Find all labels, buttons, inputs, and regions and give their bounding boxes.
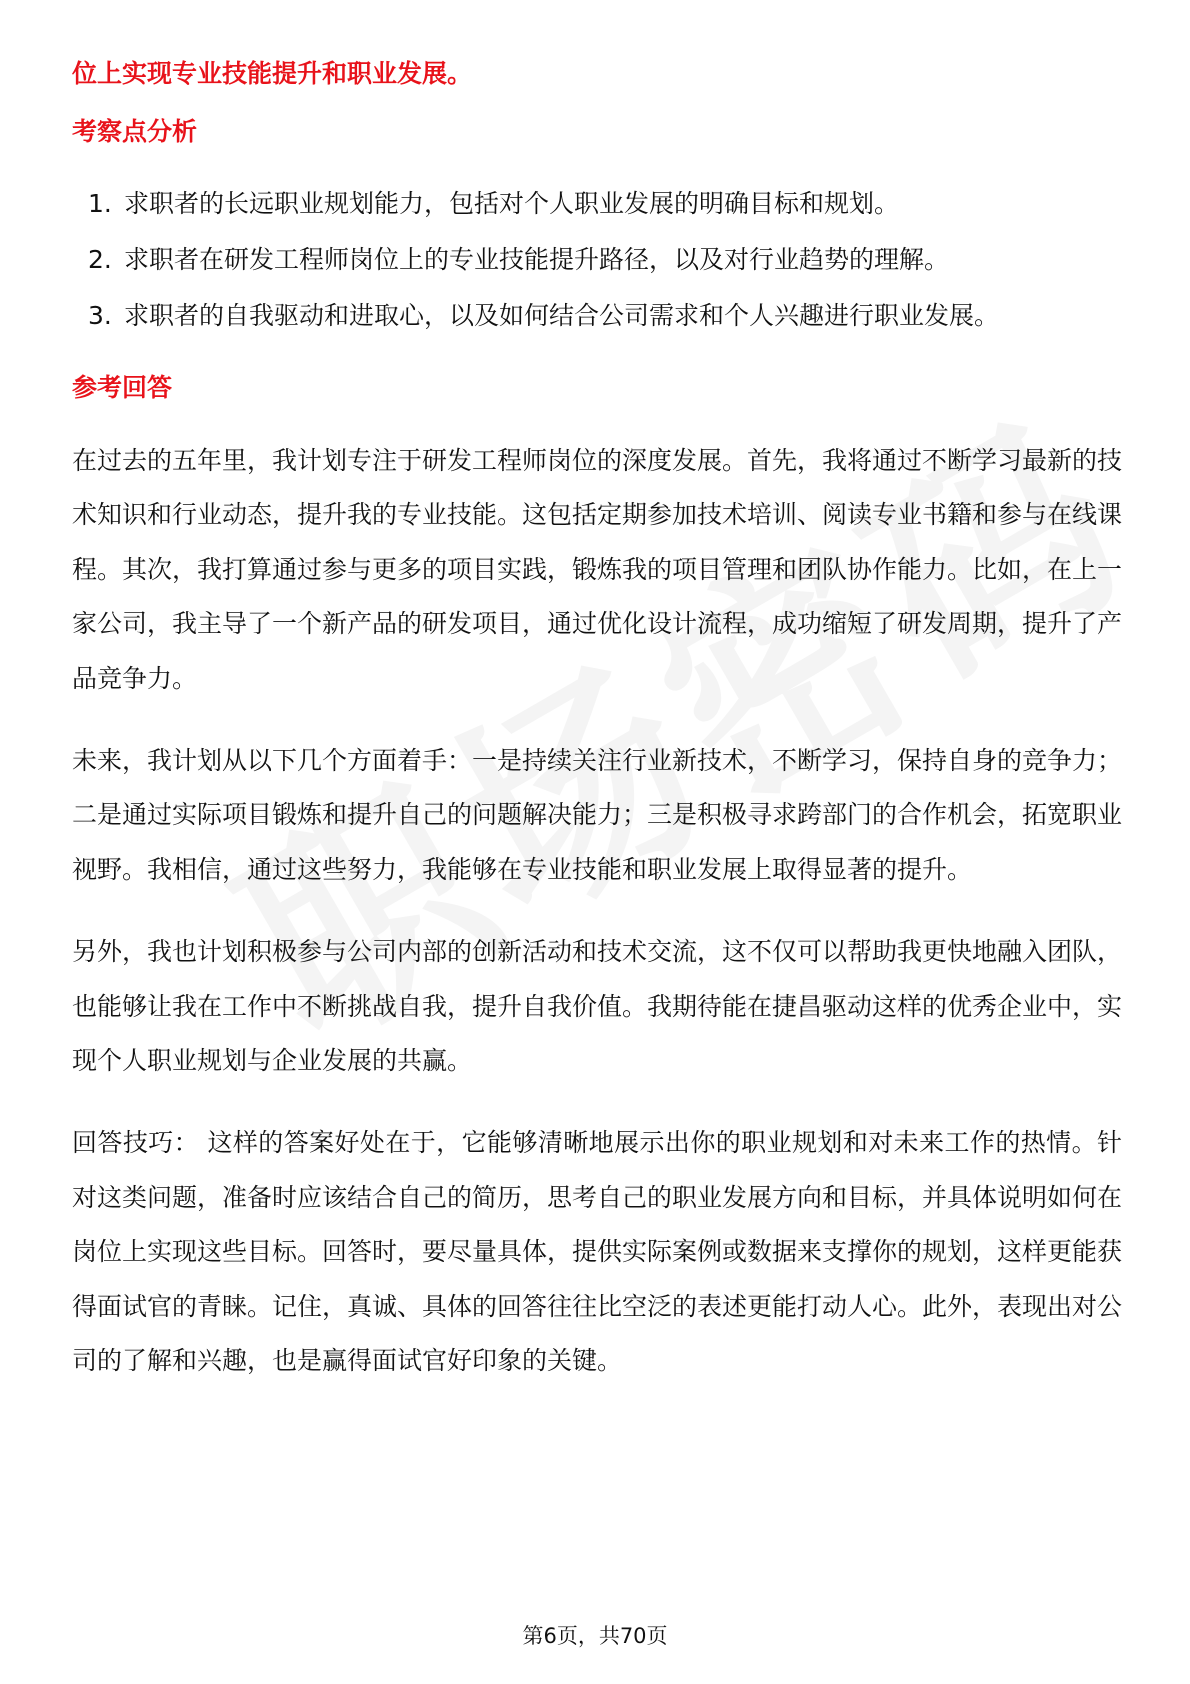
page-number: 第6页，共70页: [522, 1624, 668, 1648]
analysis-section-title: 考察点分析: [72, 117, 198, 146]
list-item-number: 2.: [88, 245, 112, 274]
answer-paragraph: 在过去的五年里，我计划专注于研发工程师岗位的深度发展。首先，我将通过不断学习最新的技术知识和行业动态，提升我的专业技能。这包括定期参加技术培训、阅读专业书籍和参与在线课程。其次，我打算通过参与更多的项目实践，锻炼我的项目管理和团队协作能力。比如，在上一家公司，我主导了一个新产品的研发项目，通过优化设计流程，成功缩短了研发周期，提升了产品竞争力。: [72, 446, 1123, 693]
list-item: [72, 288, 1122, 344]
answer-paragraph: 另外，我也计划积极参与公司内部的创新活动和技术交流，这不仅可以帮助我更快地融入团队，也能够让我在工作中不断挑战自我，提升自我价值。我期待能在捷昌驱动这样的优秀企业中，实现个人职业规划与企业发展的共赢。: [72, 937, 1123, 1076]
answer-section-title: 参考回答: [72, 373, 173, 402]
list-item-text: 求职者的自我驱动和进取心，以及如何结合公司需求和个人兴趣进行职业发展。: [124, 301, 1000, 330]
lead-text: 位上实现专业技能提升和职业发展。: [72, 59, 473, 88]
list-item-number: 3.: [88, 301, 112, 330]
document-body: [72, 40, 1122, 1389]
list-item: [72, 232, 1122, 288]
answer-paragraph: 未来，我计划从以下几个方面着手：一是持续关注行业新技术，不断学习，保持自身的竞争力；二是通过实际项目锻炼和提升自己的问题解决能力；三是积极寻求跨部门的合作机会，拓宽职业视野。我相信，通过这些努力，我能够在专业技能和职业发展上取得显著的提升。: [72, 746, 1123, 884]
answer-tips-paragraph: 回答技巧： 这样的答案好处在于，它能够清晰地展示出你的职业规划和对未来工作的热情。针对这类问题，准备时应该结合自己的简历，思考自己的职业发展方向和目标，并具体说明如何在岗位上实现这些目标。回答时，要尽量具体，提供实际案例或数据来支撑你的规划，这样更能获得面试官的青睐。记住，真诚、具体的回答往往比空泛的表述更能打动人心。此外，表现出对公司的了解和兴趣，也是赢得面试官好印象的关键。: [72, 1128, 1123, 1376]
list-item-text: 求职者的长远职业规划能力，包括对个人职业发展的明确目标和规划。: [124, 189, 900, 218]
analysis-points-list: [72, 176, 1122, 344]
list-item-text: 求职者在研发工程师岗位上的专业技能提升路径，以及对行业趋势的理解。: [124, 245, 950, 274]
list-item: [72, 176, 1122, 232]
list-item-number: 1.: [88, 189, 112, 218]
